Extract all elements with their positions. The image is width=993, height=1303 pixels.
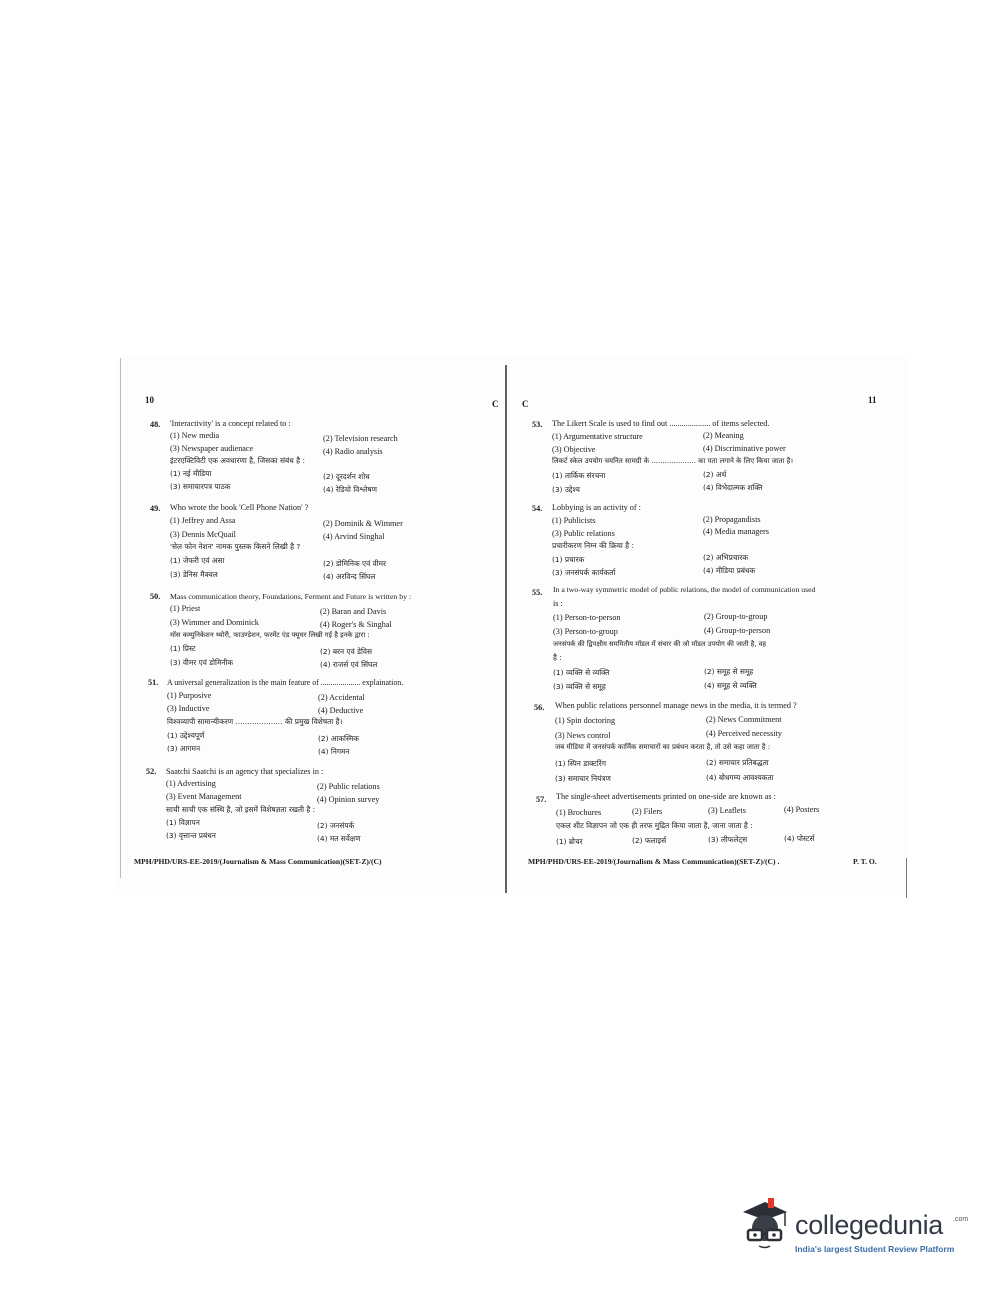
option: (3) Person-to-group: [553, 627, 618, 636]
question-text: Saatchi Saatchi is an agency that specializes in :: [166, 767, 324, 776]
scan-right-edge: [906, 858, 907, 898]
option: (2) Meaning: [703, 431, 744, 440]
option-hindi: (4) अरविन्द सिंघल: [323, 572, 376, 581]
option: (2) Filers: [632, 807, 663, 816]
option: (2) Dominik & Wimmer: [323, 519, 403, 528]
question-number: 52.: [146, 767, 157, 776]
option-hindi: (3) समाचार नियंत्रण: [555, 774, 611, 783]
option: (3) News control: [555, 731, 611, 740]
option-hindi: (4) निगमन: [318, 747, 350, 756]
option-hindi: (1) प्रचारक: [552, 555, 585, 564]
question-text: Mass communication theory, Foundations, Ferment and Future is written by :: [170, 592, 412, 601]
question-text-hindi: विश्वव्यापी सामान्यीकरण .................... की प्रमुख विशेषता है।: [167, 717, 343, 726]
option: (1) Jeffrey and Assa: [170, 516, 236, 525]
question-text-hindi: लिकर्ट स्केल उपयोग चयनित सामग्री के .................... का पता लगाने के लिए किया जाता है।: [552, 457, 794, 465]
option-hindi: (2) जनसंपर्क: [317, 821, 355, 830]
option: (4) Perceived necessity: [706, 729, 782, 738]
page-number: 10: [145, 395, 154, 405]
option-hindi: (1) नई मीडिया: [170, 469, 212, 478]
pto-label: P. T. O.: [853, 857, 877, 866]
option: (4) Group-to-person: [704, 626, 771, 635]
question-text-hindi: जब मीडिया में जनसंपर्क कार्मिक समाचारों का प्रबंधन करता है, तो उसे कहा जाता है :: [555, 743, 771, 751]
option: (1) Priest: [170, 604, 201, 613]
question-number: 48.: [150, 420, 161, 429]
option-hindi: (1) तार्किक संरचना: [552, 471, 606, 480]
page-fold: [505, 365, 507, 893]
scan-left-edge: [120, 358, 121, 878]
option: (2) Public relations: [317, 782, 380, 791]
option: (1) Person-to-person: [553, 613, 621, 622]
option: (4) Opinion survey: [317, 795, 380, 804]
question-text-hindi: एकल शीट विज्ञापन जो एक ही तरफ मुद्रित किया जाता है, जाना जाता है :: [556, 821, 753, 830]
option: (4) Posters: [784, 805, 820, 814]
option: (4) Radio analysis: [323, 447, 383, 456]
question-text: 'Interactivity' is a concept related to :: [170, 419, 291, 428]
option-hindi: (2) समाचार प्रतिबद्धता: [706, 758, 769, 767]
question-text: Lobbying is an activity of :: [552, 503, 641, 512]
question-text-hindi-cont: है :: [553, 653, 562, 662]
option: (2) Group-to-group: [704, 612, 768, 621]
option: (2) Television research: [323, 434, 398, 443]
option: (1) Brochures: [556, 808, 602, 817]
question-number: 54.: [532, 504, 543, 513]
question-number: 51.: [148, 678, 159, 687]
option-hindi: (3) जनसंपर्क कार्यकर्ता: [552, 568, 616, 577]
option: (3) Newspaper audienace: [170, 444, 254, 453]
graduate-mascot-icon: [735, 1198, 793, 1258]
option-hindi: (4) रेडियो विश्लेषण: [323, 485, 377, 494]
question-text: In a two-way symmetric model of public relations, the model of communication used: [553, 585, 816, 594]
option-hindi: (4) पोस्टर्स: [784, 834, 815, 843]
option: (1) Purposive: [167, 691, 212, 700]
option: (3) Wimmer and Dominick: [170, 618, 259, 627]
option: (3) Event Management: [166, 792, 242, 801]
option-hindi: (2) फलाइर्स: [632, 836, 667, 845]
option-hindi: (2) बरन एवं डेविस: [320, 647, 373, 656]
option-hindi: (1) जेफरी एवं असा: [170, 556, 225, 565]
question-number: 53.: [532, 420, 543, 429]
option-hindi: (1) स्पिन डाक्टरिंग: [555, 759, 606, 768]
option: (2) News Commitment: [706, 715, 782, 724]
option-hindi: (3) लीफलेट्स: [708, 835, 748, 844]
option-hindi: (3) डेनिस मैक्वल: [170, 570, 218, 579]
option: (4) Arvind Singhal: [323, 532, 385, 541]
option-hindi: (3) आगमन: [167, 744, 201, 753]
question-number: 57.: [536, 795, 547, 804]
question-text-hindi: इंटरएक्टिविटी एक अवधारणा है, जिसका संबंध है :: [170, 456, 305, 465]
question-text-hindi: जनसंपर्क की द्विपक्षीय सममितीय मॉडल में संचार की जो मॉडल उपयोग की जाती है, वह: [553, 640, 767, 648]
option-hindi: (3) समाचारपत्र पाठक: [170, 482, 231, 491]
option-hindi: (1) उद्देश्यपूर्ण: [167, 731, 205, 740]
option-hindi: (4) विभेदात्मक शक्ति: [703, 483, 763, 492]
option-hindi: (2) डोमिनिक एवं वीमर: [323, 559, 387, 568]
question-number: 55.: [532, 588, 543, 597]
question-text: Who wrote the book 'Cell Phone Nation' ?: [170, 503, 309, 512]
option-hindi: (4) बोधगम्य आवश्यकता: [706, 773, 774, 782]
option-hindi: (1) विज्ञापन: [166, 818, 200, 827]
question-text-cont: is :: [553, 599, 563, 608]
question-text-hindi: मॉस कम्युनिकेशन थ्योरी, फाउण्डेशन, फरमेंट एंड फ्यूचर लिखी गई है इनके द्वारा :: [170, 631, 370, 639]
option-hindi: (3) वीमर एवं डोमिनीक: [170, 658, 234, 667]
option: (3) Leaflets: [708, 806, 746, 815]
option-hindi: (4) मत सर्वेक्षण: [317, 834, 361, 843]
question-text: When public relations personnel manage news in the media, it is termed ?: [555, 701, 797, 710]
option: (3) Dennis McQuail: [170, 530, 236, 539]
question-text: The single-sheet advertisements printed on one-side are known as :: [556, 792, 776, 801]
page-footer: MPH/PHD/URS-EE-2019/(Journalism & Mass Communication)(SET-Z)/(C) .: [528, 857, 780, 866]
option: (2) Baran and Davis: [320, 607, 387, 616]
option: (2) Propagandists: [703, 515, 761, 524]
logo-domain: .com: [953, 1216, 969, 1223]
option-hindi: (3) उद्देश्य: [552, 485, 580, 494]
option-hindi: (3) वृत्तान्त प्रबंधन: [166, 831, 216, 840]
option-hindi: (2) अर्थ: [703, 470, 727, 479]
page-footer: MPH/PHD/URS-EE-2019/(Journalism & Mass Communication)(SET-Z)/(C): [134, 857, 382, 866]
question-number: 50.: [150, 592, 161, 601]
option-hindi: (4) राजर्स एवं सिंघल: [320, 660, 378, 669]
set-code: C: [492, 399, 499, 409]
option: (4) Deductive: [318, 706, 364, 715]
option-hindi: (4) मीडिया प्रबंधक: [703, 566, 756, 575]
option-hindi: (1) ब्रोचर: [556, 837, 583, 846]
option: (3) Objective: [552, 445, 596, 454]
question-text-hindi: साची साची एक संस्थि है, जो इसमें विशेषज्ञता रखती है :: [166, 805, 316, 814]
option-hindi: (4) समूह से व्यक्ति: [704, 681, 757, 690]
option: (3) Inductive: [167, 704, 210, 713]
option: (2) Accidental: [318, 693, 365, 702]
set-code: C: [522, 399, 529, 409]
option-hindi: (2) अभिप्रचारक: [703, 553, 749, 562]
question-number: 56.: [534, 703, 545, 712]
option-hindi: (2) समूह से समूह: [704, 667, 754, 676]
option: (4) Roger's & Singhal: [320, 620, 392, 629]
option-hindi: (2) आकस्मिक: [318, 734, 359, 743]
collegedunia-logo: [735, 1198, 969, 1258]
option-hindi: (1) व्यक्ति से व्यक्ति: [553, 668, 610, 677]
option: (1) New media: [170, 431, 220, 440]
option: (4) Discriminative power: [703, 444, 786, 453]
option: (3) Public relations: [552, 529, 615, 538]
question-number: 49.: [150, 504, 161, 513]
option-hindi: (1) प्रिस्ट: [170, 644, 196, 653]
option: (1) Spin doctoring: [555, 716, 616, 725]
option-hindi: (3) व्यक्ति से समूह: [553, 682, 606, 691]
logo-tagline: India's largest Student Review Platform: [795, 1244, 955, 1254]
page-number: 11: [868, 395, 877, 405]
logo-wordmark: collegedunia: [795, 1210, 944, 1240]
option: (1) Advertising: [166, 779, 216, 788]
question-text: The Likert Scale is used to find out .................... of items selected.: [552, 419, 770, 428]
question-text: A universal generalization is the main feature of .................... explaination.: [167, 678, 404, 687]
option: (1) Publicists: [552, 516, 596, 525]
option-hindi: (2) दूरदर्शन शोध: [323, 472, 370, 481]
question-text-hindi: प्रचारीकरण निम्न की क्रिया है :: [552, 541, 634, 550]
option: (1) Argumentative structure: [552, 432, 643, 441]
option: (4) Media managers: [703, 527, 769, 536]
question-text-hindi: 'सेल फोन नेशन' नामक पुस्तक किसने लिखी है ?: [170, 542, 301, 551]
